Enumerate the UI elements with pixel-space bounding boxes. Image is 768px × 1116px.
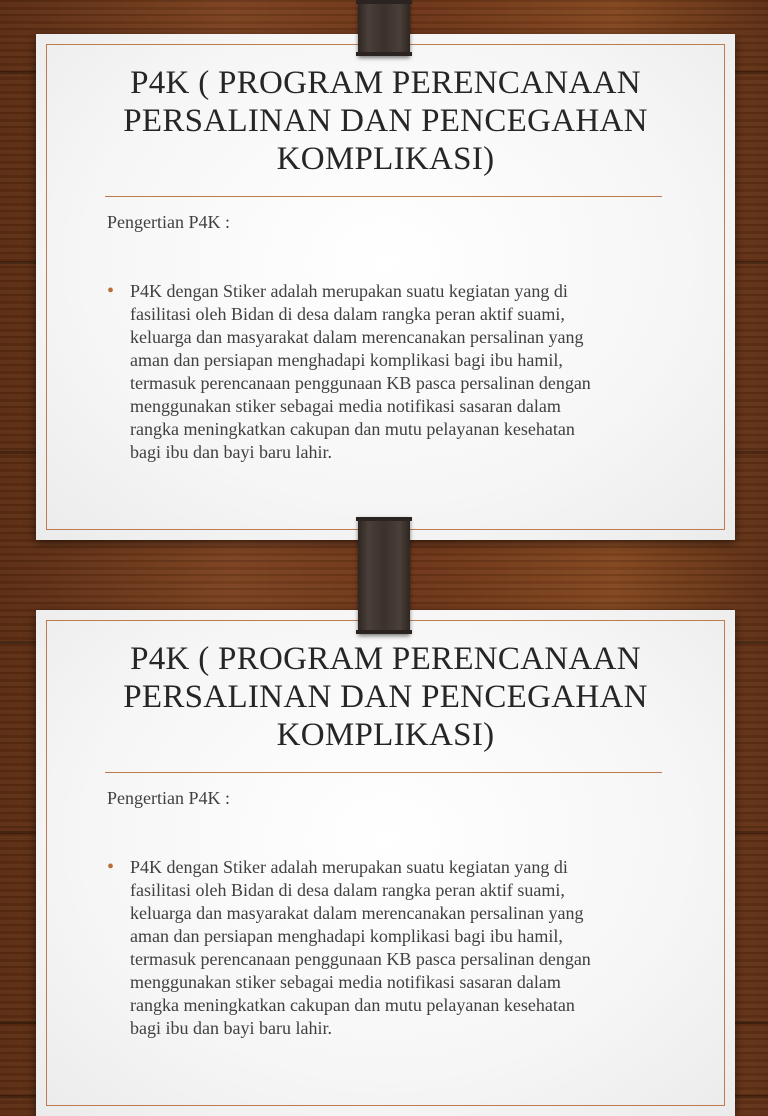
bullet-icon: • [107,856,115,878]
bullet-line: menggunakan stiker sebagai media notifikasi sasaran dalam [130,396,561,416]
bullet-line: keluarga dan masyarakat dalam merencanakan persalinan yang [130,327,584,347]
slide-2 [36,610,735,1116]
bullet-line: aman dan persiapan menghadapi komplikasi bagi ibu hamil, [130,350,563,370]
bullet-line: bagi ibu dan bayi baru lahir. [130,442,332,462]
bullet-line: aman dan persiapan menghadapi komplikasi bagi ibu hamil, [130,926,563,946]
bullet-item [107,280,677,464]
slide-subtitle: Pengertian P4K : [107,212,230,232]
binder-clip-icon [358,0,410,56]
slide-title [76,64,695,178]
bullet-line: termasuk perencanaan penggunaan KB pasca persalinan dengan [130,373,591,393]
bullet-line: P4K dengan Stiker adalah merupakan suatu kegiatan yang di [130,281,568,301]
title-divider [105,196,662,197]
slide-subtitle: Pengertian P4K : [107,788,230,808]
title-line: PERSALINAN DAN PENCEGAHAN [123,103,648,139]
bullet-list [107,856,677,1040]
bullet-line: P4K dengan Stiker adalah merupakan suatu kegiatan yang di [130,857,568,877]
title-line: KOMPLIKASI) [276,141,495,177]
title-line: PERSALINAN DAN PENCEGAHAN [123,679,648,715]
slide-title [76,640,695,754]
bullet-line: termasuk perencanaan penggunaan KB pasca persalinan dengan [130,949,591,969]
title-divider [105,772,662,773]
bullet-line: fasilitasi oleh Bidan di desa dalam rangka peran aktif suami, [130,880,565,900]
binder-clip-icon [358,517,410,634]
bullet-line: keluarga dan masyarakat dalam merencanakan persalinan yang [130,903,584,923]
title-line: P4K ( PROGRAM PERENCANAAN [130,65,641,101]
title-line: KOMPLIKASI) [276,717,495,753]
bullet-line: bagi ibu dan bayi baru lahir. [130,1018,332,1038]
bullet-list [107,280,677,464]
slide-1 [36,34,735,540]
bullet-line: rangka meningkatkan cakupan dan mutu pelayanan kesehatan [130,995,575,1015]
bullet-item [107,856,677,1040]
bullet-line: fasilitasi oleh Bidan di desa dalam rangka peran aktif suami, [130,304,565,324]
title-line: P4K ( PROGRAM PERENCANAAN [130,641,641,677]
bullet-line: menggunakan stiker sebagai media notifikasi sasaran dalam [130,972,561,992]
bullet-line: rangka meningkatkan cakupan dan mutu pelayanan kesehatan [130,419,575,439]
bullet-icon: • [107,280,115,302]
